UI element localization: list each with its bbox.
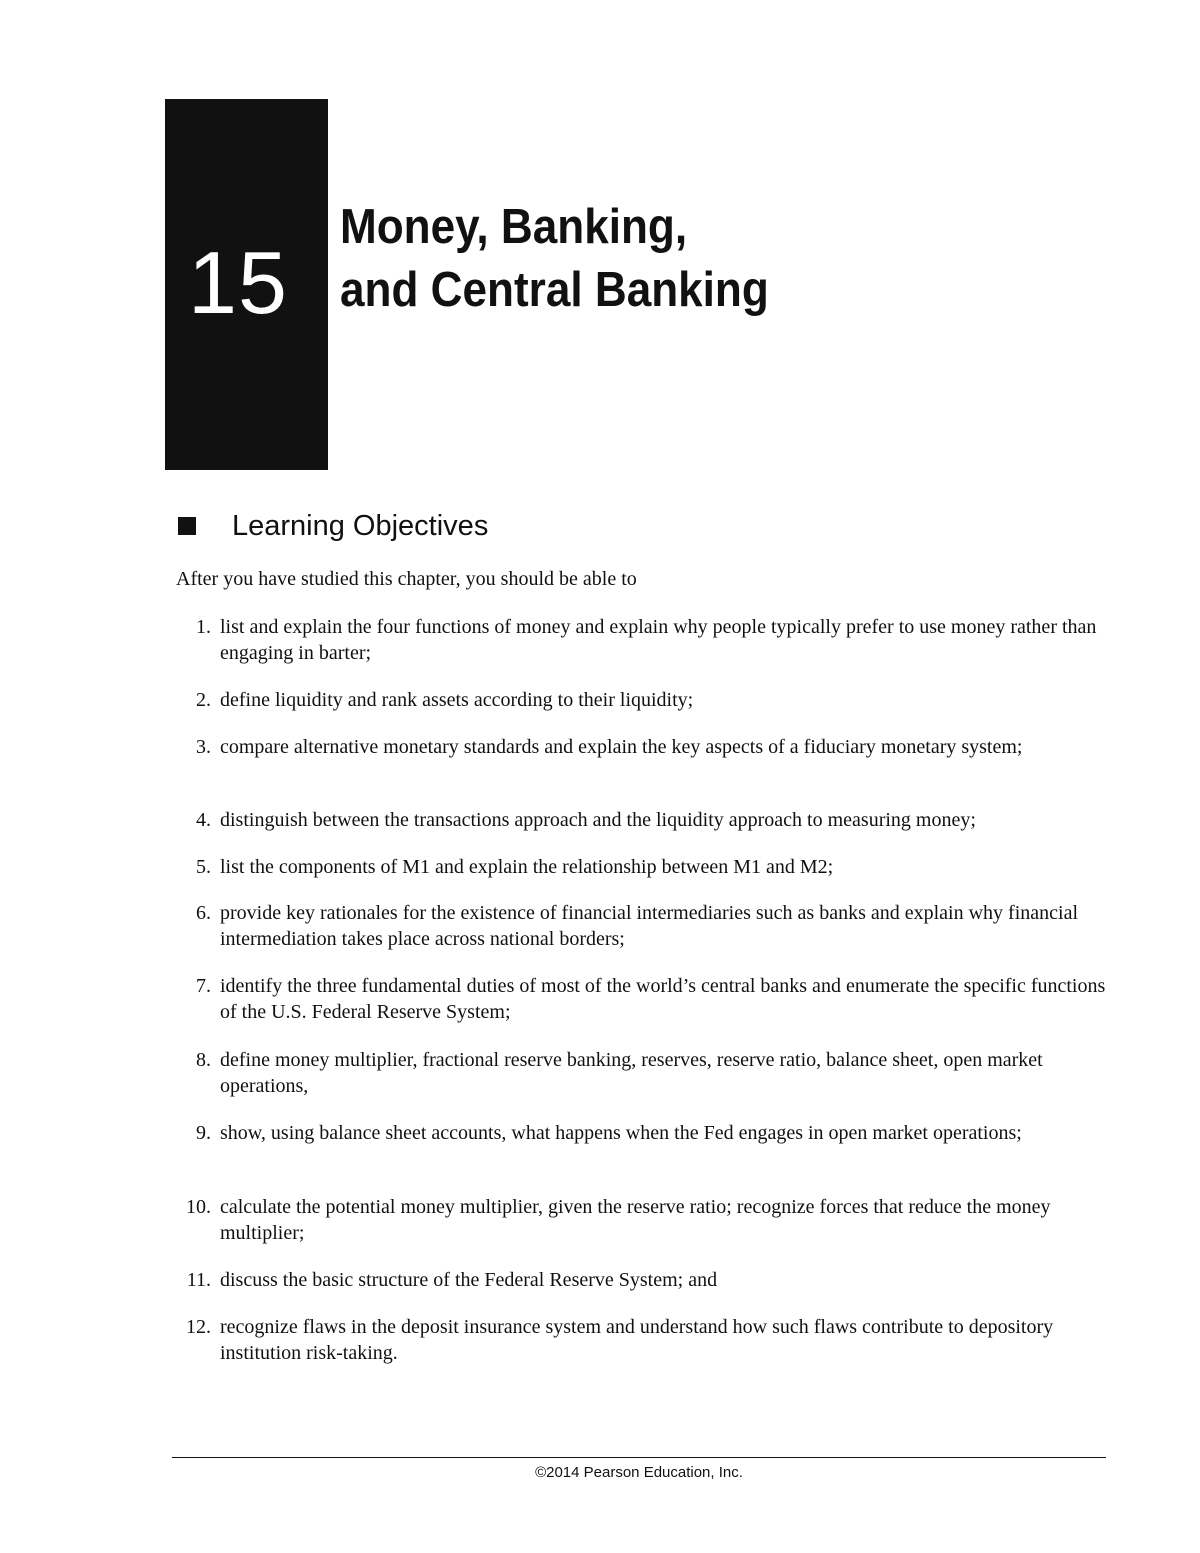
objective-number: 10. [186, 1196, 211, 1218]
objective-text: define money multiplier, fractional reserve banking, reserves, reserve ratio, balance sheet, open market operations, [220, 1049, 1043, 1097]
objective-text: calculate the potential money multiplier, given the reserve ratio; recognize forces that reduce the money multiplier; [220, 1196, 1051, 1244]
chapter-title-line-1: Money, Banking, [340, 200, 688, 254]
objective-number: 8. [196, 1049, 211, 1071]
objective-number: 6. [196, 902, 211, 924]
objective-text: compare alternative monetary standards and explain the key aspects of a fiduciary monetary system; [220, 736, 1023, 758]
objective-text: recognize flaws in the deposit insurance system and understand how such flaws contribute to depository institution risk-taking. [220, 1316, 1054, 1364]
objective-text: define liquidity and rank assets according to their liquidity; [220, 689, 694, 711]
objective-number: 1. [196, 616, 211, 638]
objective-item-1 [196, 614, 1110, 666]
objective-text: discuss the basic structure of the Federal Reserve System; and [220, 1269, 718, 1291]
objective-item-10 [186, 1194, 1110, 1246]
objective-item-4 [196, 807, 1110, 833]
learning-objectives-heading [178, 506, 488, 546]
chapter-title [340, 196, 1024, 322]
objective-number: 4. [196, 809, 211, 831]
objectives-intro: After you have studied this chapter, you should be able to [176, 568, 637, 590]
objective-text: provide key rationales for the existence of financial intermediaries such as banks and explain why financial intermediation takes place across national borders; [220, 902, 1079, 950]
objective-item-6 [196, 900, 1110, 952]
chapter-number: 15 [188, 233, 288, 332]
objective-text: list the components of M1 and explain the relationship between M1 and M2; [220, 856, 834, 878]
footer-copyright: ©2014 Pearson Education, Inc. [535, 1464, 743, 1481]
objective-item-5 [196, 854, 1110, 880]
objective-number: 11. [186, 1269, 211, 1291]
objective-number: 12. [186, 1316, 211, 1338]
objective-text: list and explain the four functions of money and explain why people typically prefer to use money rather than engaging in barter; [220, 616, 1097, 664]
objective-text: identify the three fundamental duties of most of the world’s central banks and enumerate the specific functions of the U.S. Federal Reserve System; [220, 975, 1106, 1023]
footer-divider [172, 1457, 1106, 1458]
objective-number: 5. [196, 856, 211, 878]
square-bullet-icon [178, 517, 196, 535]
objective-item-3 [196, 734, 1110, 760]
objective-item-9 [196, 1120, 1110, 1146]
objective-text: distinguish between the transactions approach and the liquidity approach to measuring money; [220, 809, 976, 831]
objective-text: show, using balance sheet accounts, what happens when the Fed engages in open market operations; [220, 1122, 1022, 1144]
objective-item-8 [196, 1047, 1110, 1099]
objective-number: 3. [196, 736, 211, 758]
objective-item-12 [186, 1314, 1110, 1366]
objective-number: 7. [196, 975, 211, 997]
section-heading-text: Learning Objectives [232, 510, 489, 542]
chapter-title-line-2: and Central Banking [340, 263, 769, 317]
objective-number: 9. [196, 1122, 211, 1144]
objective-number: 2. [196, 689, 211, 711]
objective-item-7 [196, 973, 1110, 1025]
objective-item-11 [186, 1267, 1110, 1293]
objective-item-2 [196, 687, 1110, 713]
